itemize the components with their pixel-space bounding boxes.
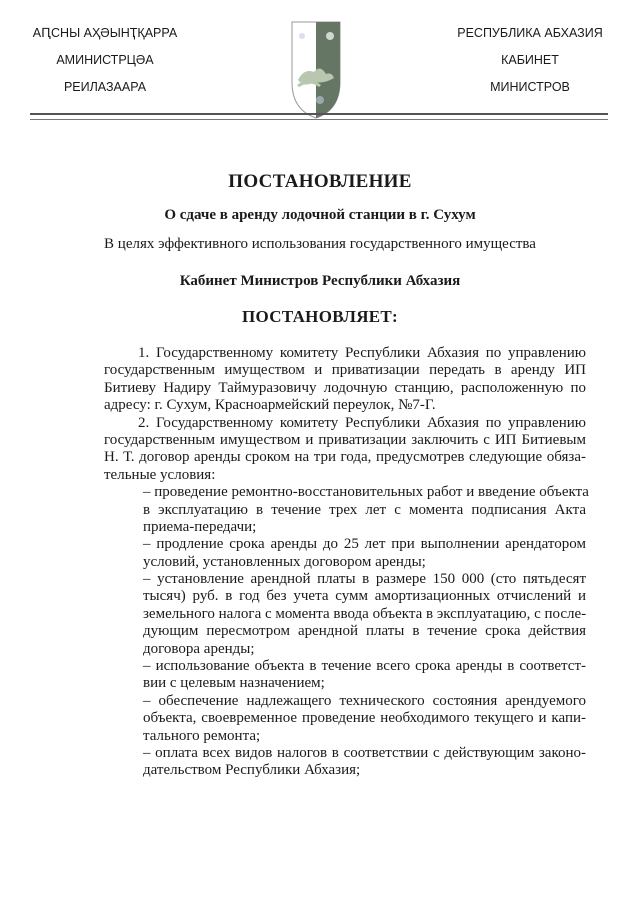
condition-item — [104, 693, 586, 745]
document-body — [104, 345, 589, 780]
coat-of-arms-icon — [290, 20, 342, 120]
document-subtitle: О сдаче в аренду лодочной станции в г. Сухум — [164, 207, 476, 223]
text-line: тального ремонта; — [143, 727, 261, 744]
text-line: в эксплуатацию в течение трех лет с момента подписания Акта — [143, 501, 586, 518]
text-line: государственным имуществом и приватизации передать в аренду ИП — [104, 362, 586, 379]
text-line: условий, установленных договором аренды; — [143, 553, 426, 570]
condition-item — [104, 571, 586, 658]
text-line: – установление арендной платы в размере 150 000 (сто пятьдесят — [143, 571, 586, 588]
text-line: тельные условия: — [104, 466, 216, 483]
text-line: государственным имуществом и приватизации заключить с ИП Битиевым — [104, 431, 586, 448]
text-line: дательством Республики Абхазия; — [143, 762, 361, 779]
numbered-paragraph — [104, 345, 586, 415]
header-line: РЕСПУБЛИКА АБХАЗИЯ — [457, 26, 603, 40]
condition-item — [104, 536, 586, 571]
text-line: дующим пересмотром арендной платы в течение срока действия — [143, 623, 586, 640]
decree-heading: ПОСТАНОВЛЯЕТ: — [241, 307, 399, 326]
text-line: Битиеву Надиру Таймуразовичу лодочную станцию, расположенную по — [104, 379, 586, 396]
text-line: вии с целевым назначением; — [143, 675, 325, 692]
issuer: Кабинет Министров Республики Абхазия — [179, 273, 461, 289]
header-russian — [430, 20, 630, 101]
header-divider — [30, 113, 608, 120]
condition-item — [104, 745, 586, 780]
numbered-paragraph — [104, 415, 586, 485]
header-line: АԤСНЫ АҲӘЫНҬҚАРРА — [32, 26, 178, 40]
text-line: приема-передачи; — [143, 518, 257, 535]
text-line: 2. Государственному комитету Республики Абхазия по управлению — [138, 414, 586, 431]
preamble: В целях эффективного использования государственного имущества — [104, 236, 536, 252]
header-line: РЕИЛАЗААРА — [63, 80, 147, 94]
text-line: – обеспечение надлежащего технического состояния арендуемого — [143, 692, 586, 709]
document-title: ПОСТАНОВЛЕНИЕ — [228, 171, 412, 192]
condition-item — [104, 484, 589, 536]
text-line: – оплата всех видов налогов в соответствии с действующим законо- — [143, 744, 586, 761]
header-line: АМИНИСТРЦӘА — [56, 53, 154, 67]
header-abkhaz — [5, 20, 205, 101]
text-line: – использование объекта в течение всего срока аренды в соответст- — [143, 658, 586, 675]
text-line: – продление срока аренды до 25 лет при выполнении арендатором — [143, 536, 586, 553]
text-line: договора аренды; — [143, 640, 255, 657]
text-line: 1. Государственному комитету Республики Абхазия по управлению — [138, 345, 586, 361]
text-line: земельного налога с момента ввода объекта в эксплуатацию, с после- — [143, 605, 587, 622]
header-line: МИНИСТРОВ — [490, 80, 570, 94]
condition-item — [104, 658, 586, 693]
header-line: КАБИНЕТ — [501, 53, 559, 67]
text-line: – проведение ремонтно-восстановительных работ и введение объекта — [143, 484, 589, 501]
text-line: адресу: г. Сухум, Красноармейский переулок, №7-Г. — [104, 397, 436, 414]
text-line: Н. Т. договор аренды сроком на три года, предусмотрев следующие обяза- — [104, 449, 586, 466]
text-line: тысяч) руб. в год без учета сумм амортизационных отчислений и — [143, 588, 586, 605]
text-line: объекта, своевременное проведение необходимого текущего и капи- — [143, 710, 586, 727]
